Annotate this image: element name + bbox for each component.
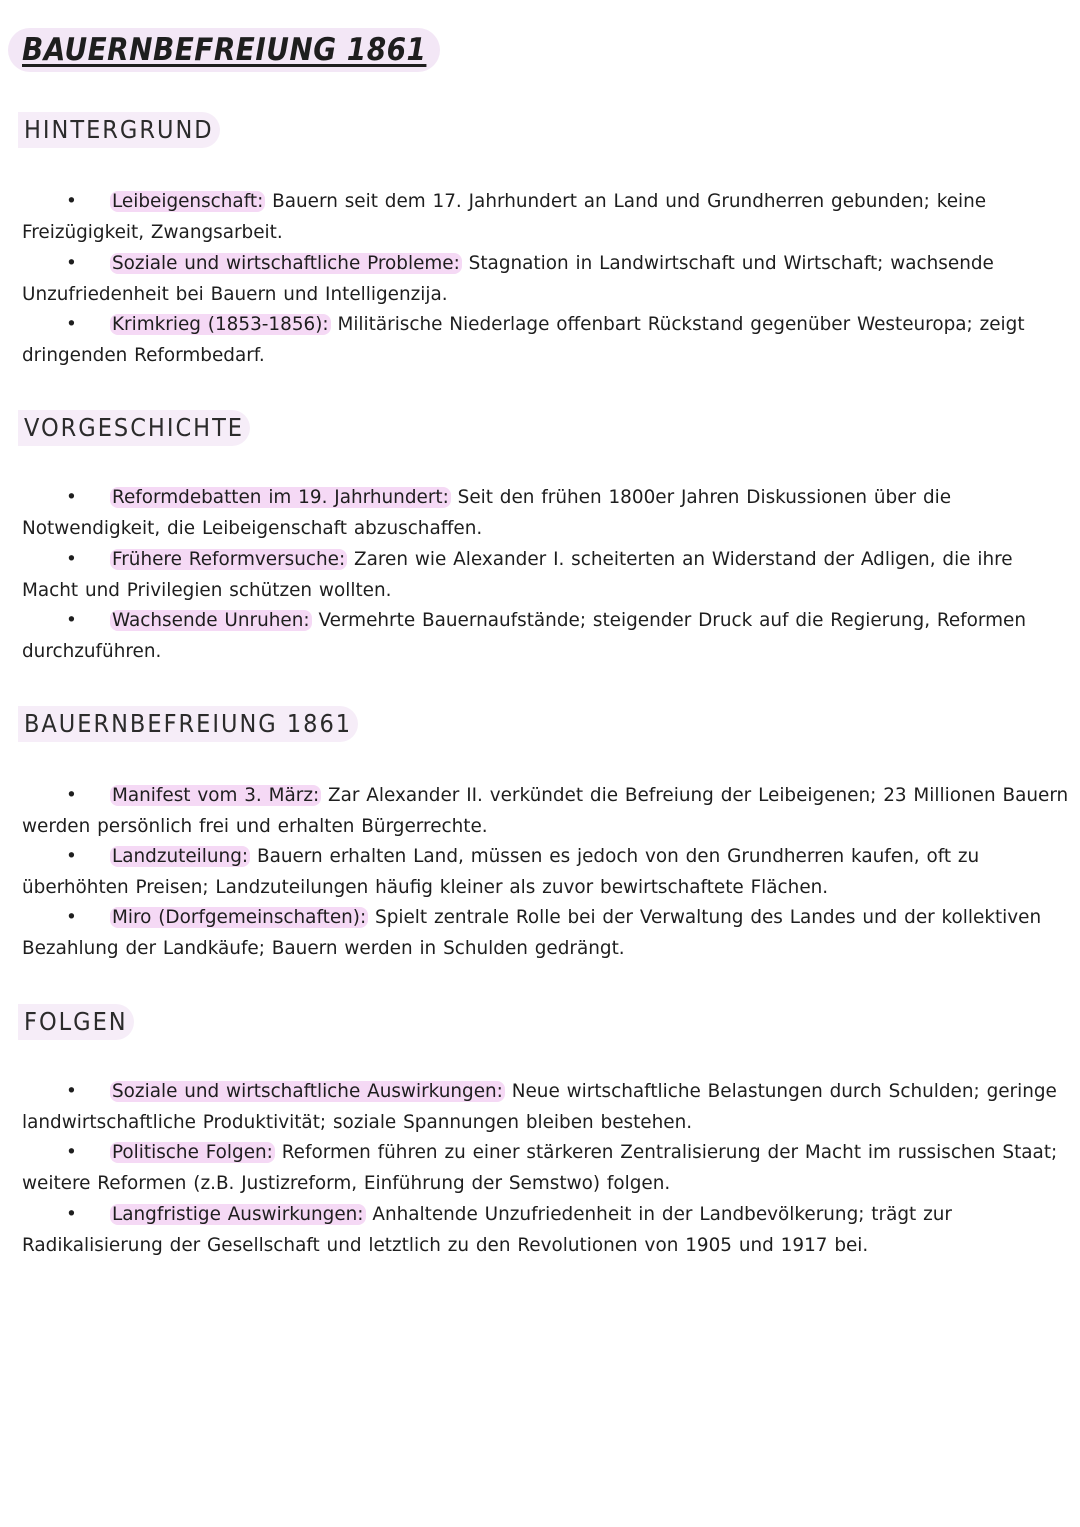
bullet-icon: • [66, 846, 77, 867]
bullet-icon: • [66, 549, 77, 570]
section-heading-vorgeschichte: VORGESCHICHTE [18, 410, 250, 446]
list-item [22, 1200, 1074, 1261]
bullet-icon: • [66, 191, 77, 212]
item-text: Zaren wie Alexander I. scheiterten an Widerstand der Adligen, die ihre Macht und Privilegien schützen wollten. [22, 549, 1013, 601]
list-item [22, 187, 1074, 248]
item-term: Reformdebatten im 19. Jahrhundert: [112, 487, 449, 508]
item-text: Stagnation in Landwirtschaft und Wirtschaft; wachsende Unzufriedenheit bei Bauern und Intelligenzija. [22, 253, 994, 305]
item-term: Manifest vom 3. März: [112, 785, 320, 806]
bullet-icon: • [66, 907, 77, 928]
item-text: Neue wirtschaftliche Belastungen durch Schulden; geringe landwirtschaftliche Produktivität; soziale Spannungen bleiben bestehen. [22, 1081, 1057, 1133]
item-text: Anhaltende Unzufriedenheit in der Landbevölkerung; trägt zur Radikalisierung der Gesellschaft und letztlich zu den Revolutionen von 1905 und 1917 bei. [22, 1204, 952, 1256]
item-term: Miro (Dorfgemeinschaften): [112, 907, 367, 928]
bullet-icon: • [66, 1142, 77, 1163]
bullet-icon: • [66, 487, 77, 508]
list-item [22, 1077, 1074, 1138]
list-item [22, 249, 1074, 310]
item-term: Wachsende Unruhen: [112, 610, 310, 631]
list-item [22, 310, 1074, 371]
item-text: Militärische Niederlage offenbart Rückstand gegenüber Westeuropa; zeigt dringenden Reformbedarf. [22, 314, 1025, 366]
section-heading-folgen: FOLGEN [18, 1004, 134, 1040]
item-term: Langfristige Auswirkungen: [112, 1204, 364, 1225]
page-title: BAUERNBEFREIUNG 1861 [8, 28, 440, 72]
bullet-icon: • [66, 253, 77, 274]
list-item [22, 483, 1074, 544]
item-text: Spielt zentrale Rolle bei der Verwaltung des Landes und der kollektiven Bezahlung der Landkäufe; Bauern werden in Schulden gedrängt. [22, 907, 1042, 959]
list-item [22, 606, 1074, 667]
list-item [22, 781, 1074, 842]
bullet-icon: • [66, 1081, 77, 1102]
bullet-icon: • [66, 785, 77, 806]
list-item [22, 903, 1074, 964]
item-text: Reformen führen zu einer stärkeren Zentralisierung der Macht im russischen Staat; weitere Reformen (z.B. Justizreform, Einführung der Semstwo) folgen. [22, 1142, 1058, 1194]
item-term: Politische Folgen: [112, 1142, 273, 1163]
list-item [22, 545, 1074, 606]
list-item [22, 842, 1074, 903]
section-heading-hintergrund: HINTERGRUND [18, 112, 220, 148]
item-text: Seit den frühen 1800er Jahren Diskussionen über die Notwendigkeit, die Leibeigenschaft abzuschaffen. [22, 487, 952, 539]
section-heading-bauernbefreiung: BAUERNBEFREIUNG 1861 [18, 706, 358, 742]
item-term: Soziale und wirtschaftliche Probleme: [112, 253, 460, 274]
list-item [22, 1138, 1074, 1199]
item-term: Frühere Reformversuche: [112, 549, 346, 570]
item-term: Leibeigenschaft: [112, 191, 264, 212]
item-text: Vermehrte Bauernaufstände; steigender Druck auf die Regierung, Reformen durchzuführen. [22, 610, 1027, 662]
item-text: Zar Alexander II. verkündet die Befreiung der Leibeigenen; 23 Millionen Bauern werden persönlich frei und erhalten Bürgerrechte. [22, 785, 1069, 837]
bullet-icon: • [66, 1204, 77, 1225]
bullet-icon: • [66, 314, 77, 335]
item-text: Bauern seit dem 17. Jahrhundert an Land und Grundherren gebunden; keine Freizügigkeit, Zwangsarbeit. [22, 191, 987, 243]
item-term: Soziale und wirtschaftliche Auswirkungen: [112, 1081, 503, 1102]
bullet-icon: • [66, 610, 77, 631]
item-term: Landzuteilung: [112, 846, 249, 867]
item-text: Bauern erhalten Land, müssen es jedoch von den Grundherren kaufen, oft zu überhöhten Preisen; Landzuteilungen häufig kleiner als zuvor bewirtschaftete Flächen. [22, 846, 980, 898]
item-term: Krimkrieg (1853-1856): [112, 314, 329, 335]
